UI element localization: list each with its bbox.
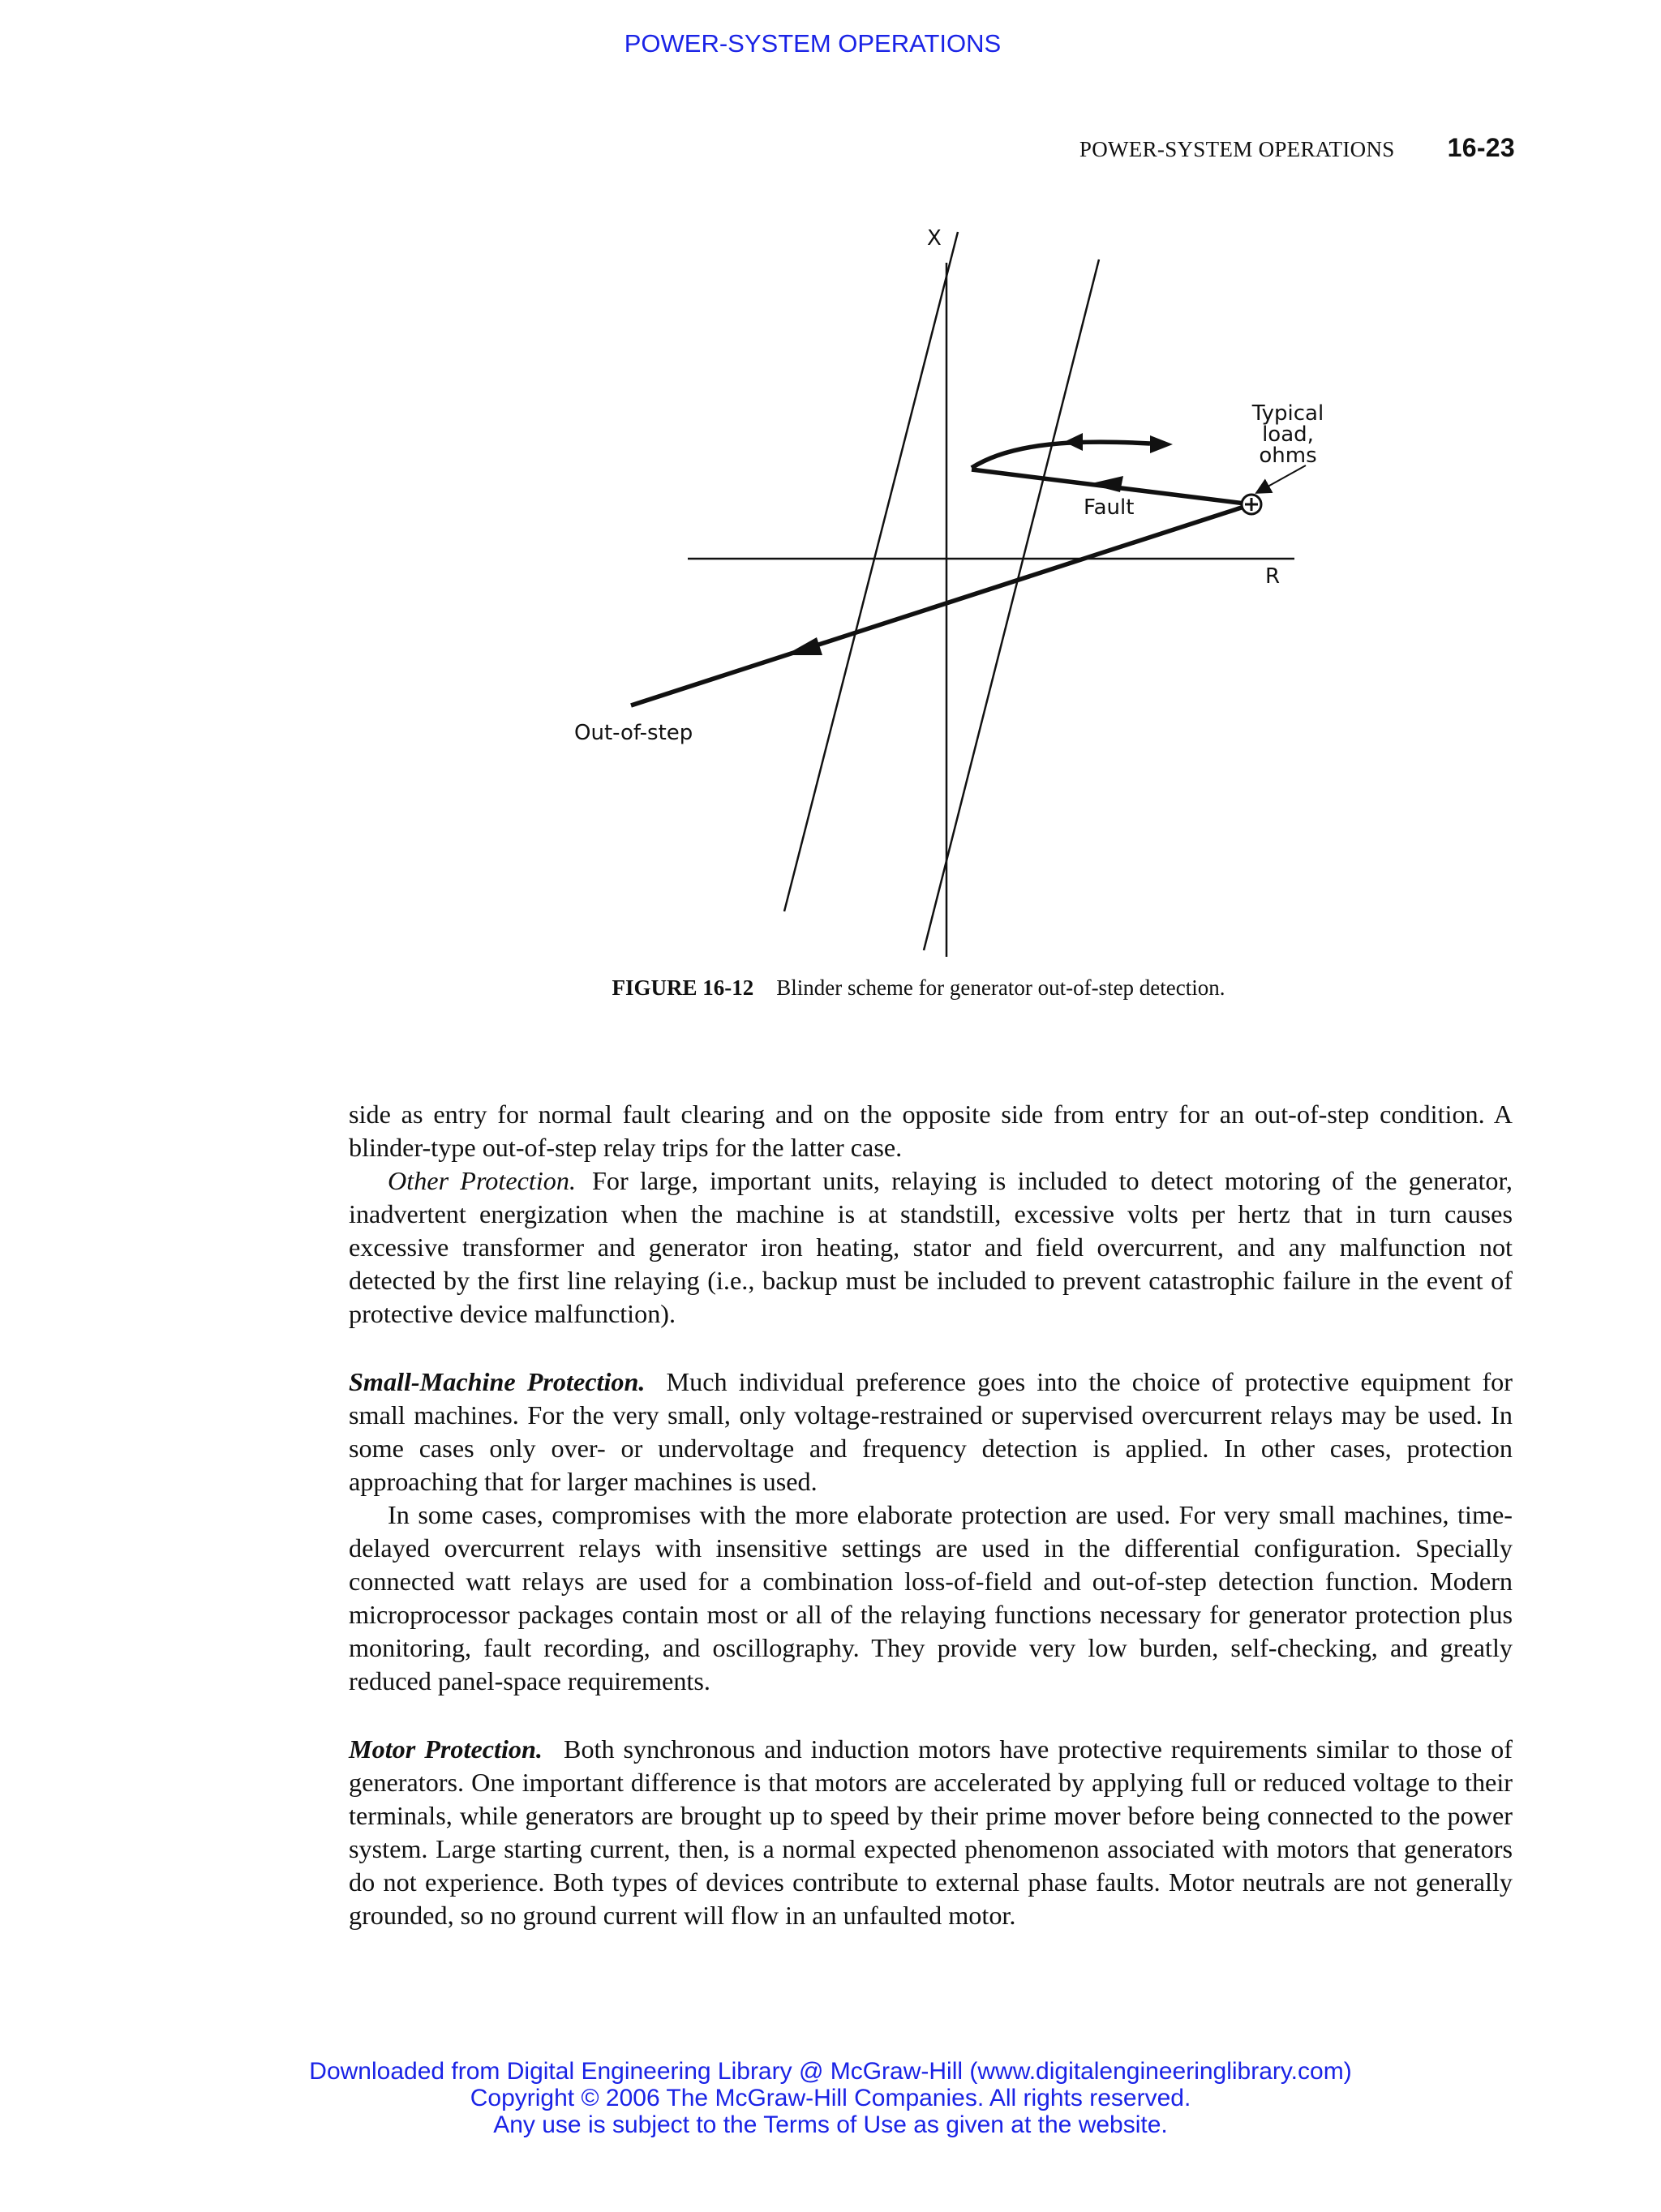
source-banner: POWER-SYSTEM OPERATIONS — [624, 29, 1002, 58]
paragraph-other-protection — [349, 1164, 1513, 1331]
swing-arrowhead-end — [1150, 435, 1173, 453]
body-text — [349, 1098, 1513, 1932]
figure-caption-text: Blinder scheme for generator out-of-step detection. — [776, 975, 1225, 1000]
blinder-left — [784, 232, 958, 911]
page-number: 16-23 — [1447, 133, 1515, 162]
load-leader-line — [1262, 465, 1306, 490]
typical-load-label-2: load, — [1262, 422, 1314, 447]
running-head-title: POWER-SYSTEM OPERATIONS — [1079, 137, 1395, 161]
run-in-heading-small-machine: Small-Machine Protection. — [349, 1367, 646, 1396]
out-of-step-path-line — [631, 504, 1251, 705]
paragraph-continued: side as entry for normal fault clearing and on the opposite side from entry for an out-of-step condition. A blinder-type out-of-step relay trips for the latter case. — [349, 1100, 1513, 1162]
blinder-right — [924, 259, 1099, 950]
typical-load-label-3: ohms — [1259, 444, 1317, 468]
footer-line-copyright: Copyright © 2006 The McGraw-Hill Companies. All rights reserved. — [470, 2085, 1191, 2111]
impedance-diagram — [0, 0, 1661, 1005]
run-in-heading-other-protection: Other Protection. — [388, 1166, 577, 1195]
swing-curve-arrow — [972, 442, 1150, 468]
typical-load-label-1: Typical — [1251, 401, 1324, 426]
load-point-icon — [1242, 495, 1261, 514]
out-of-step-arrowhead — [785, 637, 822, 655]
fault-label: Fault — [1084, 495, 1135, 520]
paragraph-motor-protection — [349, 1733, 1513, 1932]
figure-caption — [0, 975, 1661, 1001]
paragraph-compromises: In some cases, compromises with the more elaborate protection are used. For very small machines, time-delayed overcurrent relays with insensitive settings are used in the differential configuration. Specially connected watt relays are used for a combination loss-of-field and out-of-step detection function. Modern microprocessor packages contain most or all of the relaying functions necessary for generator protection plus monitoring, fault recording, and oscillography. They provide very low burden, self-checking, and greatly reduced panel-space requirements. — [349, 1500, 1513, 1695]
out-of-step-label: Out-of-step — [574, 721, 693, 745]
figure-number: FIGURE 16-12 — [612, 975, 754, 1000]
footer-line-download: Downloaded from Digital Engineering Library @ McGraw-Hill (www.digitalengineeringlibrary.com) — [309, 2058, 1352, 2085]
download-footer — [0, 2058, 1661, 2138]
r-axis-label: R — [1265, 564, 1281, 589]
paragraph-small-machine-text: Much individual preference goes into the choice of protective equipment for small machines. For the very small, only voltage-restrained or supervised overcurrent relays may be used. In some cases only over- or undervoltage and frequency detection is applied. In other cases, protection approaching that for larger machines is used. — [349, 1367, 1513, 1496]
x-axis-label: X — [927, 226, 942, 251]
paragraph-motor-protection-text: Both synchronous and induction motors have protective requirements similar to those of generators. One important difference is that motors are accelerated by applying full or reduced voltage to their terminals, while generators are brought up to speed by their prime mover before being connected to the power system. Large starting current, then, is a normal expected phenomenon associated with motors that generators do not experience. Both types of devices contribute to external phase faults. Motor neutrals are not generally grounded, so no ground current will flow in an unfaulted motor. — [349, 1734, 1513, 1930]
run-in-heading-motor-protection: Motor Protection. — [349, 1734, 543, 1764]
fault-arrowhead — [1088, 476, 1123, 492]
paragraph-other-protection-text: For large, important units, relaying is included to detect motoring of the generator, inadvertent energization when the machine is at standstill, excessive volts per hertz that in turn causes excessive transformer and generator iron heating, stator and field overcurrent, and any malfunction not detected by the first line relaying (i.e., backup must be included to prevent catastrophic failure in the event of protective device malfunction). — [349, 1166, 1513, 1328]
figure-blinder-scheme — [0, 0, 1661, 1005]
swing-arrowhead-mid — [1064, 433, 1083, 451]
footer-line-terms: Any use is subject to the Terms of Use as given at the website. — [493, 2111, 1168, 2138]
paragraph-small-machine-protection — [349, 1365, 1513, 1498]
